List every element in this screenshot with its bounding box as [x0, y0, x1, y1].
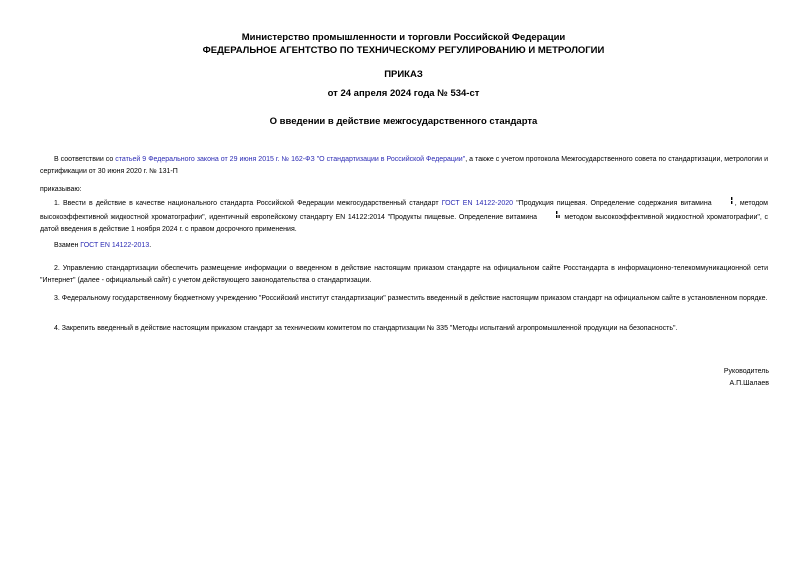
gost-en-14122-2013-link[interactable]: ГОСТ EN 14122-2013	[80, 242, 150, 249]
item-1-paragraph	[40, 196, 768, 236]
preamble-text-end: , а также с учетом протокола Межгосударственного совета по стандартизации, метрологии и сертификации от 30 июня 2020 г. № 131-П	[40, 156, 768, 175]
preamble-paragraph	[40, 154, 768, 178]
item-1-text-end: методом высокоэффективной жидкостной хроматографии", с датой введения в действие 1 ноября 2024 г. с правом досрочного применения.	[40, 214, 768, 233]
item-3-paragraph: 3. Федеральному государственному бюджетному учреждению "Российский институт стандартизации" разместить введенный в действие настоящим приказом стандарт на официальном сайте в установленном порядке.	[54, 295, 768, 302]
ministry-heading: Министерство промышленности и торговли Российской Федерации	[241, 32, 566, 43]
federal-law-link[interactable]: статьей 9 Федерального закона от 29 июня 2015 г. № 162-ФЗ "О стандартизации в Российской Федерации"	[115, 156, 466, 163]
item-1-text-mid1: "Продукция пищевая. Определение содержания витамина	[513, 200, 715, 207]
preamble-text-start: В соответствии со	[54, 156, 116, 163]
signatory-role: Руководитель	[723, 368, 769, 375]
document-subject: О введении в действие межгосударственного стандарта	[269, 116, 538, 127]
replacement-text-end: .	[149, 242, 152, 249]
replacement-paragraph	[40, 240, 768, 252]
item-1-text-start: 1. Ввести в действие в качестве национального стандарта Российской Федерации межгосударственный стандарт	[54, 200, 442, 207]
date-and-number: от 24 апреля 2024 года № 534-ст	[327, 88, 480, 99]
gost-en-14122-2020-link[interactable]: ГОСТ EN 14122-2020	[441, 200, 514, 207]
order-verb: приказываю:	[40, 186, 82, 193]
vitamin-symbol-1	[715, 196, 735, 210]
item-1-text-mid2: , методом высокоэффективной жидкостной хроматографии", идентичный европейскому стандарту EN 14122:2014 "Продукты пищевые. Определение витамина	[40, 200, 768, 221]
agency-heading: ФЕДЕРАЛЬНОЕ АГЕНТСТВО ПО ТЕХНИЧЕСКОМУ РЕГУЛИРОВАНИЮ И МЕТРОЛОГИИ	[202, 45, 605, 56]
item-4-paragraph: 4. Закрепить введенный в действие настоящим приказом стандарт за техническим комитетом по стандартизации № 335 "Методы испытаний агропромышленной продукции на безопасность".	[54, 325, 678, 332]
vitamin-b1-glyph-icon	[729, 196, 735, 205]
replacement-text-start: Взамен	[54, 242, 81, 249]
vitamin-b2-glyph-icon	[554, 210, 562, 219]
item-2-paragraph: 2. Управлению стандартизации обеспечить размещение информации о введенном в действие настоящим приказом стандарте на официальном сайте Росстандарта в информационно-телекоммуникационной сети "Интернет" (далее - официальный сайт) с учетом действующего законодательства о стандартизации.	[40, 265, 768, 284]
vitamin-symbol-2	[540, 210, 562, 224]
document-type: ПРИКАЗ	[384, 69, 423, 80]
signatory-name: А.П.Шалаев	[729, 380, 769, 387]
